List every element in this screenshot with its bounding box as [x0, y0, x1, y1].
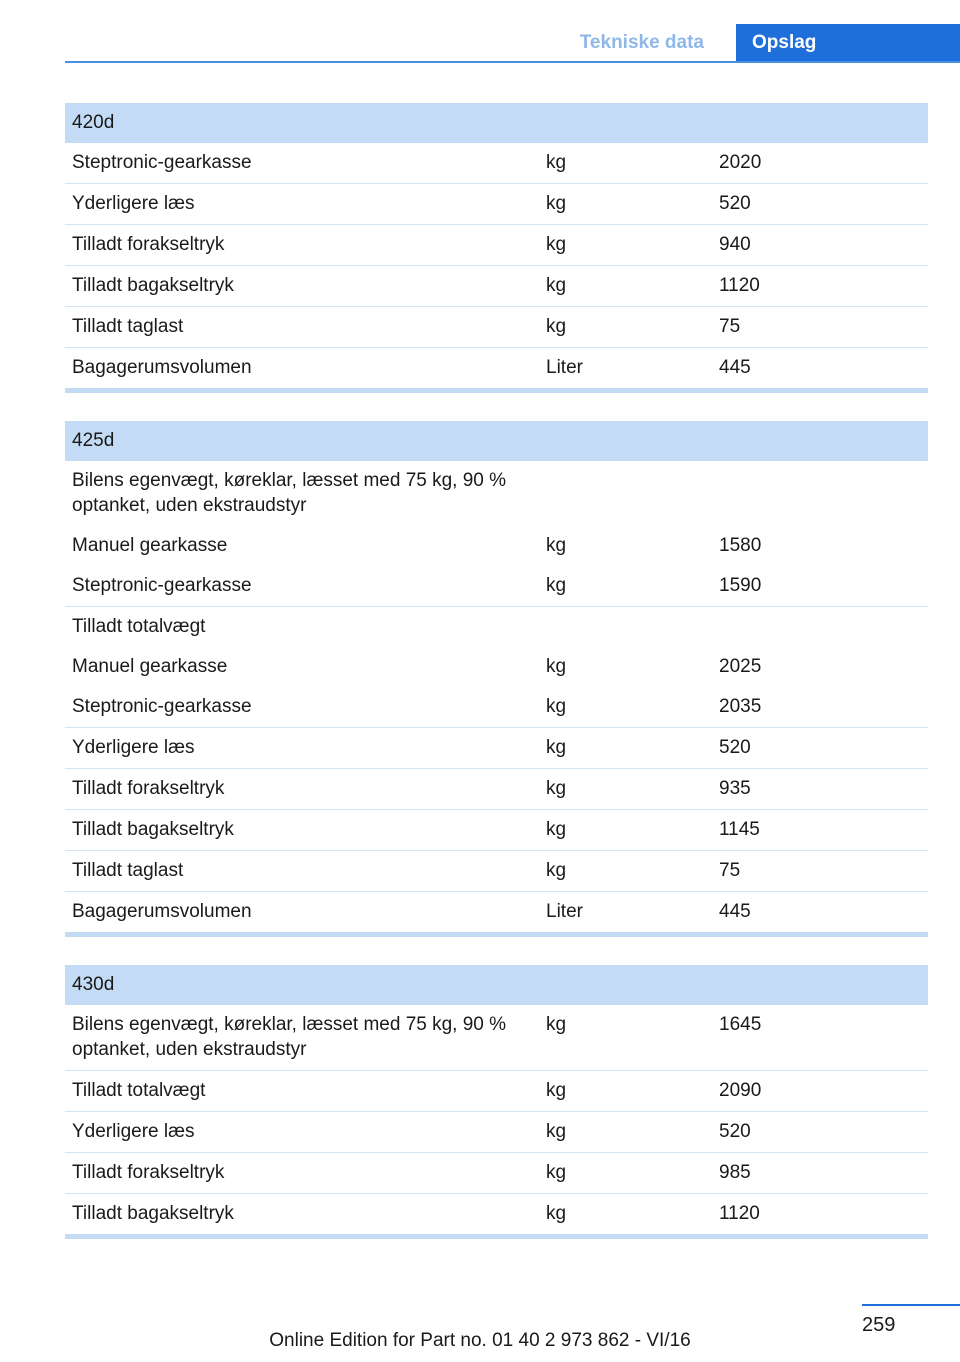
table-row — [65, 687, 928, 728]
row-label: Tilladt taglast — [65, 307, 539, 348]
row-value: 445 — [712, 348, 928, 391]
row-label: Yderligere læs — [65, 728, 539, 769]
row-unit: kg — [539, 1071, 712, 1112]
row-value: 75 — [712, 307, 928, 348]
row-value: 1590 — [712, 566, 928, 607]
row-unit: kg — [539, 810, 712, 851]
table-row — [65, 184, 928, 225]
table-title: 425d — [65, 421, 928, 461]
row-unit — [539, 461, 712, 526]
row-unit: Liter — [539, 348, 712, 391]
table-row — [65, 526, 928, 566]
row-label: Steptronic-gearkasse — [65, 143, 539, 184]
row-value: 940 — [712, 225, 928, 266]
row-value: 1145 — [712, 810, 928, 851]
row-label: Yderligere læs — [65, 184, 539, 225]
row-label: Manuel gearkasse — [72, 535, 228, 556]
row-unit: kg — [539, 566, 712, 607]
row-value: 1580 — [719, 535, 762, 556]
row-unit: kg — [539, 1112, 712, 1153]
row-unit: kg — [539, 307, 712, 348]
row-label: Bagagerumsvolumen — [65, 348, 539, 391]
breadcrumb-active[interactable]: Opslag — [736, 24, 960, 61]
row-value: 2035 — [712, 687, 928, 728]
spec-tables — [65, 103, 928, 1267]
table-row — [65, 461, 928, 526]
row-label: Bilens egenvægt, køreklar, læsset med 75 kg, 90 % optanket, uden ekstraudstyr — [65, 1005, 539, 1071]
table-row — [65, 348, 928, 391]
row-label: Bilens egenvægt, køreklar, læsset med 75 kg, 90 % optanket, uden ekstraudstyr — [72, 470, 507, 516]
footer-divider — [862, 1304, 960, 1306]
table-row — [65, 810, 928, 851]
table-row — [65, 851, 928, 892]
row-unit: kg — [539, 687, 712, 728]
table-title: 420d — [65, 103, 928, 143]
row-label: Tilladt bagakseltryk — [65, 1194, 539, 1237]
table-row — [65, 1112, 928, 1153]
row-value: 520 — [712, 184, 928, 225]
page-header — [0, 24, 960, 62]
table-row — [65, 769, 928, 810]
edition-note: Online Edition for Part no. 01 40 2 973 862 - VI/16 — [269, 1330, 691, 1351]
row-unit: kg — [539, 769, 712, 810]
row-value: 2020 — [712, 143, 928, 184]
table-row — [65, 607, 928, 648]
table-row — [65, 892, 928, 935]
row-label: Tilladt totalvægt — [72, 616, 206, 637]
header-divider — [65, 61, 960, 63]
row-label: Bagagerumsvolumen — [65, 892, 539, 935]
row-label: Tilladt forakseltryk — [65, 769, 539, 810]
row-unit: kg — [539, 728, 712, 769]
row-label: Steptronic-gearkasse — [65, 687, 539, 728]
row-label: Tilladt forakseltryk — [65, 225, 539, 266]
spec-table-0 — [65, 103, 928, 393]
row-unit — [539, 607, 712, 648]
row-unit: kg — [539, 1005, 712, 1071]
row-value: 985 — [712, 1153, 928, 1194]
row-label: Tilladt bagakseltryk — [65, 810, 539, 851]
table-row — [65, 1005, 928, 1071]
table-row — [65, 143, 928, 184]
row-value: 520 — [712, 728, 928, 769]
table-row — [65, 728, 928, 769]
table-row — [65, 647, 928, 687]
row-value: 445 — [712, 892, 928, 935]
row-value: 935 — [712, 769, 928, 810]
row-unit: kg — [546, 656, 567, 677]
table-row — [65, 307, 928, 348]
row-label: Yderligere læs — [65, 1112, 539, 1153]
row-label: Tilladt bagakseltryk — [65, 266, 539, 307]
row-value — [712, 461, 928, 526]
table-row — [65, 566, 928, 607]
breadcrumb-section[interactable]: Tekniske data — [579, 32, 704, 53]
row-label: Steptronic-gearkasse — [65, 566, 539, 607]
row-unit: kg — [539, 1194, 712, 1237]
row-unit: kg — [539, 1153, 712, 1194]
row-unit: kg — [539, 851, 712, 892]
row-label: Tilladt forakseltryk — [65, 1153, 539, 1194]
row-unit: kg — [546, 535, 567, 556]
table-row — [65, 1153, 928, 1194]
row-value: 2025 — [719, 656, 762, 677]
row-unit: Liter — [539, 892, 712, 935]
row-value: 2090 — [712, 1071, 928, 1112]
row-unit: kg — [539, 143, 712, 184]
row-label: Tilladt totalvægt — [65, 1071, 539, 1112]
spec-table-1 — [65, 421, 928, 937]
row-label: Tilladt taglast — [65, 851, 539, 892]
row-label: Manuel gearkasse — [72, 656, 228, 677]
table-row — [65, 1194, 928, 1237]
table-row — [65, 1071, 928, 1112]
row-unit: kg — [539, 266, 712, 307]
row-value: 1120 — [712, 266, 928, 307]
table-row — [65, 266, 928, 307]
row-value: 1645 — [712, 1005, 928, 1071]
row-value — [712, 607, 928, 648]
page-number: 259 — [862, 1314, 896, 1336]
row-value: 75 — [712, 851, 928, 892]
table-row — [65, 225, 928, 266]
row-value: 1120 — [712, 1194, 928, 1237]
spec-table-2 — [65, 965, 928, 1239]
row-unit: kg — [539, 225, 712, 266]
row-value: 520 — [712, 1112, 928, 1153]
table-title: 430d — [65, 965, 928, 1005]
row-unit: kg — [539, 184, 712, 225]
